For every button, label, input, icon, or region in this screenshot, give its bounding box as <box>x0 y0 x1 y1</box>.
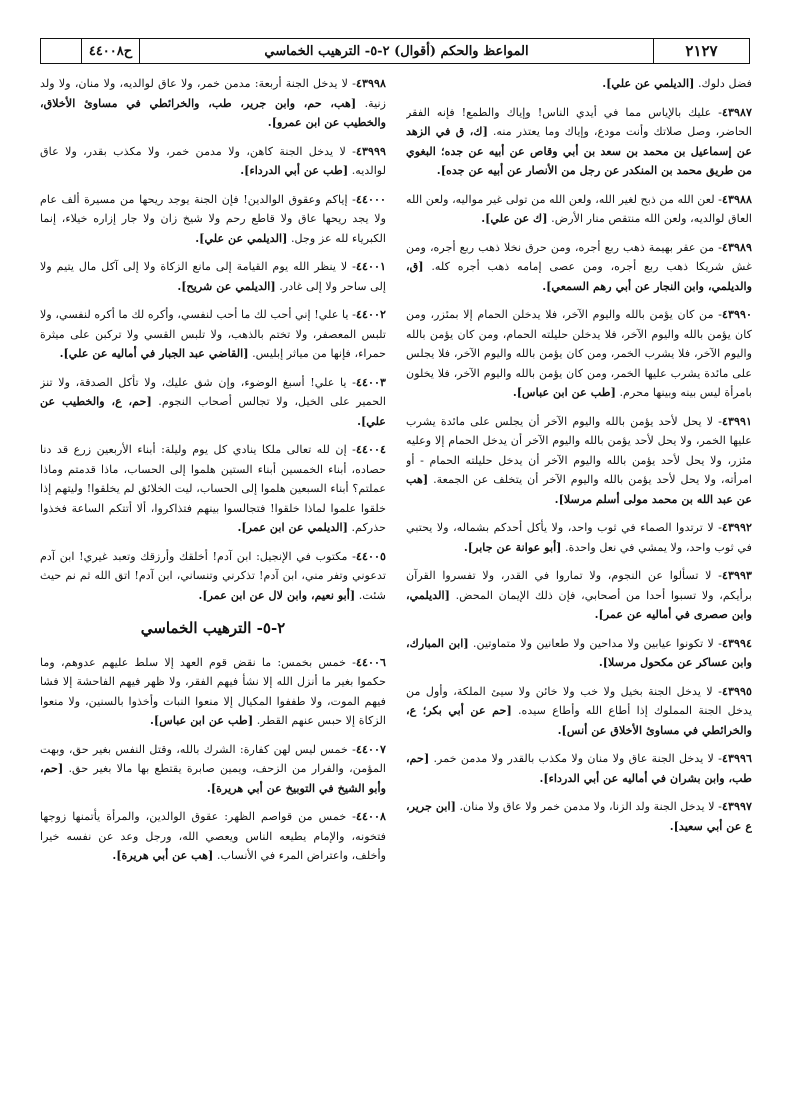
entry-text: - لا يحل لأحد يؤمن بالله واليوم الآخر أن يجلس على مائدة يشرب عليها الخمر، ولا يحل لأحد يؤمن بالله واليوم الآخر أن يدخل الحمام إلا وعليه مئزر، ولا يحل لأحد يؤمن بالله واليوم الآخر أن يدخل حليلته الحمام - أو امرأته، ولا يحل لأحد يؤمن بالله واليوم الآخر أن يتخلف عن الجمعة. <box>406 414 752 486</box>
entry-source: [ق، والديلمي، وابن النجار عن أبي رهم السمعي]. <box>406 259 752 293</box>
entry-source: [ك عن علي]. <box>481 211 548 225</box>
entry-source: [أبو عوانة عن جابر]. <box>463 539 562 554</box>
entry-source: [أبو نعيم، وابن لال عن ابن عمر]. <box>198 587 356 602</box>
entry-source: [الديلمي عن شريح]. <box>177 278 276 293</box>
entry-source: [حم عن أبي بكر؛ ع، والخرائطي في مساوئ الأخلاق عن أنس]. <box>406 703 752 737</box>
entry-source: [طب عن ابن عباس]. <box>150 713 254 727</box>
hadith-entry <box>40 740 386 799</box>
entry-source: [القاضي عبد الجبار في أماليه عن علي]. <box>59 346 249 360</box>
entry-source: [الديلمي عن علي]. <box>602 76 695 90</box>
entry-number: ٤٣٩٩٣ <box>721 568 752 582</box>
entry-source: [الديلمي، وابن صصرى في أماليه عن عمر]. <box>406 587 752 621</box>
entry-source: [حم، طب، وابن بشران في أماليه عن أبي الدرداء]. <box>406 751 752 785</box>
hadith-entry <box>40 142 386 181</box>
hadith-entry <box>40 257 386 296</box>
entry-text: - لا يدخل الجنة عاق ولا منان ولا مكذب بالقدر ولا مدمن خمر. <box>433 752 722 765</box>
entry-number: ٤٤٠٠٢ <box>355 307 386 321</box>
entry-source: [طب عن أبي الدرداء]. <box>240 163 349 177</box>
entry-text: - لا ترتدوا الصماء في ثوب واحد، ولا يأكل أحدكم بشماله، ولا يحتبي في ثوب واحد، ولا يمشي في نعل واحدة. <box>406 521 752 554</box>
entry-text: - لا يدخل الجنة أربعة: مدمن خمر، ولا عاق لوالديه، ولا منان، ولا ولد زنية. <box>40 77 386 110</box>
entry-text: - من عقر بهيمة ذهب ربع أجره، ومن حرق نخلا ذهب ربع أجره، ومن غش شريكا ذهب ربع أجره، ومن عصى إمامه ذهب أجره كله. <box>406 240 752 273</box>
entry-text: - إن لله تعالى ملكا ينادي كل يوم وليلة: أبناء الأربعين زرع قد دنا حصاده، أبناء الخمسين أبناء الستين هلموا إلى الحساب، ماذا قدمتم وماذا عملتم؟ أبناء السبعين هلموا إلى الحساب، ليت الخلائق لم يخلقوا! وليتهم إذا خلقوا علموا لماذا خلقوا! فتجالسوا بينهم فتذاكروا، ألا أتتكم الساعة فخذوا حذركم. <box>40 443 386 534</box>
entry-text: - يا علي! أسبغ الوضوء، وإن شق عليك، ولا تأكل الصدقة، ولا تنز الحمير على الخيل، ولا تجالس أصحاب النجوم. <box>40 375 386 408</box>
hadith-entry <box>406 634 752 673</box>
entry-number: ٤٣٩٩٨ <box>355 76 386 90</box>
hadith-entry <box>406 682 752 741</box>
hadith-entry <box>40 440 386 538</box>
entry-text: - خمس ليس لهن كفارة: الشرك بالله، وقتل النفس بغير حق، وبهت المؤمن، والفرار من الزحف، ويمين صابرة يقتطع بها مالا بغير حق. <box>40 742 386 775</box>
entry-source: [ابن جرير، ع عن أبي سعيد]. <box>406 799 752 833</box>
entry-number: ٤٤٠٠٦ <box>355 654 386 669</box>
entry-range: ح٤٤٠٠٨ <box>81 39 139 63</box>
entry-number: ٤٤٠٠٨ <box>355 809 386 823</box>
entry-number: ٤٤٠٠٥ <box>355 548 386 563</box>
entry-source: [طب عن ابن عباس]. <box>512 385 616 399</box>
entry-source: [حم، ع، والخطيب عن علي]. <box>40 394 386 428</box>
left-column-entries <box>40 74 386 605</box>
entry-number: ٤٤٠٠١ <box>355 259 386 273</box>
left-column <box>40 74 386 1084</box>
entry-number: ٤٣٩٩٢ <box>721 520 752 534</box>
entry-source: [هب، حم، وابن جرير، طب، والخرائطي في مساوئ الأخلاق، والخطيب عن ابن عمرو]. <box>40 95 386 129</box>
hadith-entry <box>40 373 386 432</box>
hadith-entry <box>406 797 752 836</box>
entry-number: ٤٣٩٨٩ <box>721 239 752 254</box>
entry-number: ٤٣٩٩٦ <box>721 751 752 765</box>
hadith-entry <box>406 412 752 510</box>
entry-source: [ابن المبارك، وابن عساكر عن مكحول مرسلا]. <box>406 635 752 669</box>
entry-source: [هب عن أبي هريرة]. <box>112 848 214 862</box>
entry-text: - مكتوب في الإنجيل: ابن آدم! أخلقك وأرزقك وتعبد غيري! ابن آدم تدعوني وتفر مني، ابن آدم! تذكرني وتنساني، ابن آدم! اتق الله ثم نم حيث شئت. <box>40 549 386 602</box>
hadith-entry <box>40 807 386 866</box>
hadith-entry <box>406 238 752 297</box>
hadith-entry <box>406 566 752 625</box>
entry-text: - خمس من قواصم الظهر: عقوق الوالدين، والمرأة يأتمنها زوجها فتخونه، والإمام يطيعه الناس ويعصي الله، ورجل وعد عن نفسه خيرا وأخلف، واعتراض المرء في الأنساب. <box>40 810 386 862</box>
entry-text: - لا تكونوا عيابين ولا مداحين ولا طعانين ولا متماوتين. <box>472 636 722 650</box>
entry-number: ٤٣٩٩١ <box>721 413 752 428</box>
entry-number: ٤٣٩٩٠ <box>721 307 752 321</box>
entry-source: [هب عن عبد الله بن محمد مولى أسلم مرسلا]. <box>406 472 752 506</box>
hadith-entry <box>40 547 386 606</box>
entry-number: ٤٤٠٠٠ <box>355 191 386 206</box>
hadith-entry <box>406 749 752 788</box>
entry-text: - لا تسألوا عن النجوم، ولا تماروا في القدر، ولا تفسروا القرآن برأيكم، ولا تسبوا أحدا من أصحابي، فإن ذلك الإيمان المحض. <box>406 569 752 602</box>
entry-text: فضل دلوك. <box>697 77 752 90</box>
page-number: ٢١٢٧ <box>653 39 749 63</box>
entry-text: - لا يدخل الجنة بخيل ولا خب ولا خائن ولا سيئ الملكة، وأول من يدخل الجنة المملوك إذا أطاع الله وأطاع سيده. <box>406 684 752 717</box>
hadith-entry <box>40 74 386 133</box>
page-header <box>40 38 750 64</box>
hadith-entry <box>40 305 386 364</box>
entry-number: ٤٤٠٠٣ <box>355 374 386 389</box>
entry-source: [الديلمي عن علي]. <box>195 230 288 245</box>
entry-text: - لا يدخل الجنة كاهن، ولا مدمن خمر، ولا مكذب بقدر، ولا عاق لوالديه. <box>40 144 386 177</box>
entry-text: - خمس بخمس: ما نقض قوم العهد إلا سلط عليهم عدوهم، وما حكموا بغير ما أنزل الله إلا نشأ فيهم الفقر، ولا ظهر فيهم الفاحشة إلا فشا فيهم الموت، ولا طففوا المكيال إلا منعوا النبات وأخذوا بالسنين، ولا منعوا الزكاة إلا حبس عنهم القطر. <box>40 655 386 727</box>
hadith-entry <box>40 190 386 249</box>
entry-text: - من كان يؤمن بالله واليوم الآخر، فلا يدخلن الحمام إلا بمئزر، ومن كان يؤمن بالله واليوم الآخر، فلا يدخلن حليلته الحمام، ومن كان يؤمن بالله واليوم الآخر، فلا يشرب الخمر، ومن كان يؤمن بالله واليوم الآخر، فلا يجلس على مائدة يشرب عليها الخمر، ومن كان يؤمن بالله واليوم الآخر، فلا يخلون بامرأة ليس بينه وبينها محرم. <box>406 308 752 399</box>
entry-number: ٤٣٩٩٧ <box>721 799 752 813</box>
entry-number: ٤٣٩٩٤ <box>721 635 752 650</box>
hadith-entry <box>406 103 752 181</box>
entry-source: [ك، ق في الزهد عن إسماعيل بن محمد بن سعد بن أبي وقاص عن أبيه عن جده؛ البغوي من طريق محمد بن المنكدر عن رجل من الأنصار عن أبيه عن جده]. <box>406 124 752 177</box>
section-heading: ٢-٥- الترهيب الخماسي <box>140 619 286 637</box>
right-column <box>406 74 752 1084</box>
entry-text: - يا علي! إني أحب لك ما أحب لنفسي، وأكره لك ما أكره لنفسي، ولا تلبس المعصفر، ولا تختم بالذهب، ولا تلبس القسي ولا تركبن على ميثرة حمراء، فإنها من مياثر إبليس. <box>40 308 386 360</box>
running-title: المواعظ والحكم (أقوال) ٢-٥- الترهيب الخماسي <box>139 39 653 63</box>
hadith-entry <box>406 518 752 557</box>
entry-source: [الديلمي عن ابن عمر]. <box>237 520 348 534</box>
entry-number: ٤٣٩٨٧ <box>721 104 752 119</box>
left-column-section-entries <box>40 653 386 866</box>
text-columns <box>40 74 752 1084</box>
entry-text: - إياكم وعقوق الوالدين! فإن الجنة يوجد ريحها من مسيرة ألف عام ولا يجد ريحها عاق ولا قاطع رحم ولا شيخ زان ولا جار إزاره خيلاء، إنما الكبرياء لله عز وجل. <box>40 192 386 245</box>
entry-text: - لا يدخل الجنة ولد الزنا، ولا مدمن خمر ولا عاق ولا منان. <box>459 800 722 813</box>
entry-text: - لا ينظر الله يوم القيامة إلى مانع الزكاة ولا إلى آكل مال يتيم ولا إلى ساحر ولا إلى غادر. <box>40 260 386 293</box>
entry-number: ٤٤٠٠٧ <box>355 741 386 756</box>
entry-source: [حم، وأبو الشيخ في التوبيخ عن أبي هريرة]. <box>40 761 386 795</box>
entry-text: - لعن الله من ذبح لغير الله، ولعن الله من تولى غير مواليه، ولعن الله العاق لوالديه، ولعن الله منتقص منار الأرض. <box>406 192 752 225</box>
entry-number: ٤٣٩٩٥ <box>721 683 752 698</box>
entry-text: - عليك بالإياس مما في أيدي الناس! وإياك والطمع! فإنه الفقر الحاضر، وصل صلاتك وأنت مودع، وإياك وما يعتذر منه. <box>406 105 752 138</box>
hadith-entry <box>40 653 386 731</box>
entry-number: ٤٣٩٩٩ <box>355 143 386 158</box>
hadith-entry <box>406 74 752 94</box>
entry-number: ٤٤٠٠٤ <box>355 442 386 456</box>
entry-number: ٤٣٩٨٨ <box>721 191 752 206</box>
hadith-entry <box>406 190 752 229</box>
hadith-entry <box>406 305 752 403</box>
header-blank-cell <box>41 39 81 63</box>
